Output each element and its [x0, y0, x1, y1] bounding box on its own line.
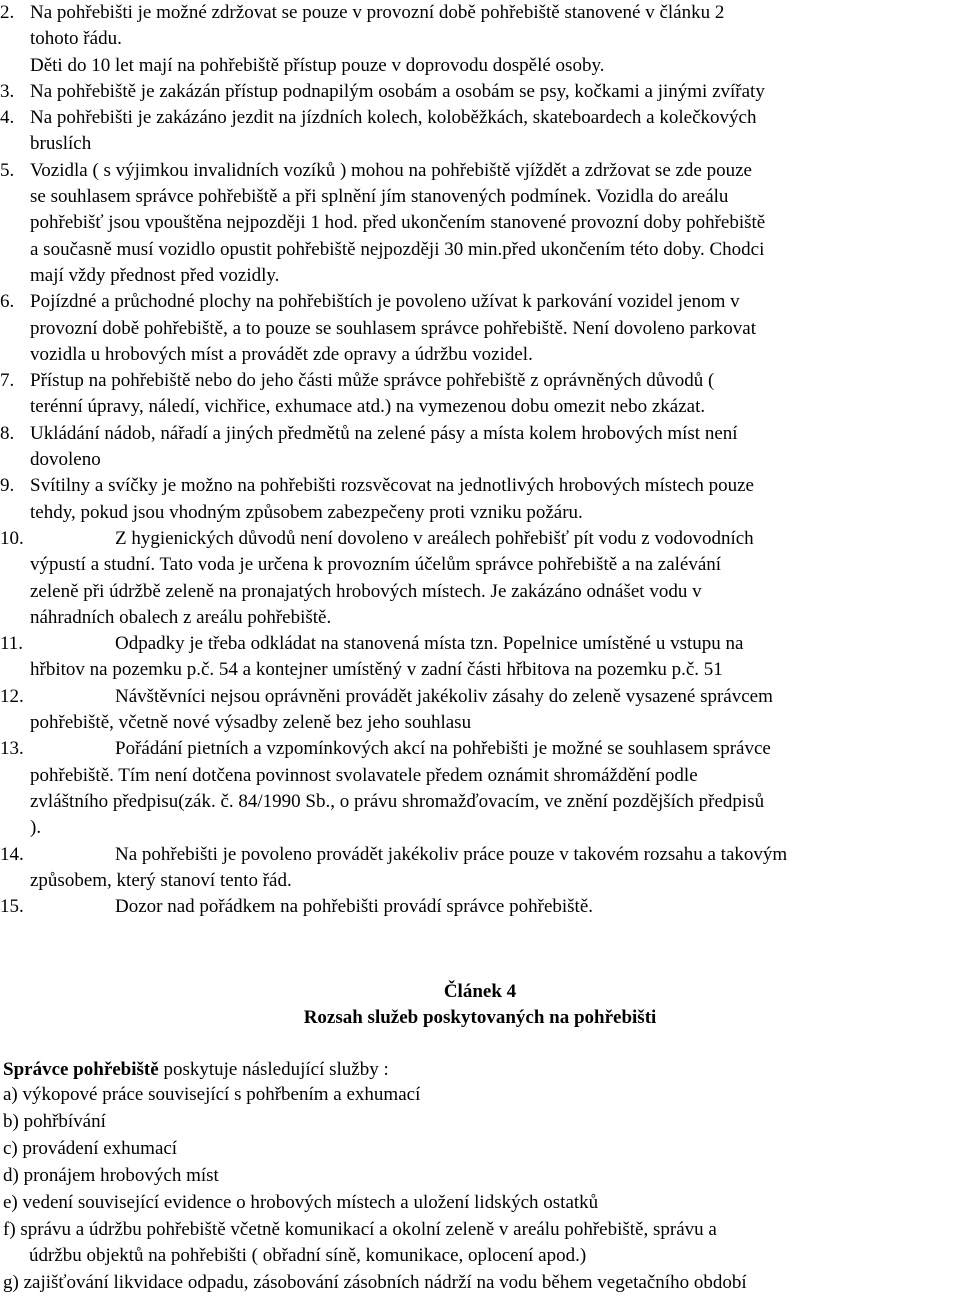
rule-number: 7.	[0, 370, 15, 392]
rule-text-line: pohřebišť jsou vpouštěna nejpozději 1 hod. před ukončením stanovené provozní doby pohřebiště	[30, 212, 766, 234]
rule-number: 13.	[0, 738, 24, 760]
rule-item	[0, 421, 960, 474]
rule-text-line: Z hygienických důvodů není dovoleno v areálech pohřebišť pít vodu z vodovodních	[115, 527, 754, 549]
rule-item	[0, 842, 960, 895]
service-text: f) správu a údržbu pohřebiště včetně komunikací a okolní zeleně v areálu pohřebiště, správu a	[3, 1218, 717, 1240]
service-text: c) provádení exhumací	[3, 1137, 178, 1159]
rule-number: 6.	[0, 291, 15, 313]
rule-item	[0, 79, 960, 105]
rule-text-line: a současně musí vozidlo opustit pohřebiště nejpozději 30 min.před ukončením této doby. Chodci	[30, 238, 765, 260]
service-item	[3, 1136, 953, 1163]
rule-text-line: mají vždy přednost před vozidly.	[30, 264, 280, 286]
rule-item	[0, 473, 960, 526]
rule-text-line: Vozidla ( s výjimkou invalidních vozíků ) mohou na pohřebiště vjíždět a zdržovat se zde pouze	[30, 159, 752, 181]
rule-text-line: vozidla u hrobových míst a provádět zde opravy a údržbu vozidel.	[30, 343, 533, 365]
rule-text-line: Pojízdné a průchodné plochy na pohřebištích je povoleno užívat k parkování vozidel jenom v	[30, 291, 740, 313]
rule-number: 9.	[0, 475, 15, 497]
service-text: g) zajišťování likvidace odpadu, zásobování zásobních nádrží na vodu během vegetačního období	[3, 1272, 747, 1294]
rule-text-line: dovoleno	[30, 449, 101, 471]
services-intro-bold: Správce pohřebiště	[3, 1059, 159, 1080]
services-intro	[3, 1057, 953, 1083]
rule-text-line: pohřebiště, včetně nové výsadby zeleně bez jeho souhlasu	[30, 712, 472, 734]
rule-text-line: zvláštního předpisu(zák. č. 84/1990 Sb., o právu shromažďovacím, ve znění pozdějších předpisů	[30, 790, 765, 812]
rule-text-line: Ukládání nádob, nářadí a jiných předmětů na zelené pásy a místa kolem hrobových míst není	[30, 422, 738, 444]
rule-item	[0, 158, 960, 289]
rule-item	[0, 684, 960, 737]
rule-text-line: náhradních obalech z areálu pohřebiště.	[30, 606, 332, 628]
rule-text-line: způsobem, který stanoví tento řád.	[30, 869, 292, 891]
rule-item	[0, 894, 960, 920]
rule-number: 8.	[0, 422, 15, 444]
rule-item	[0, 105, 960, 158]
rule-number: 5.	[0, 159, 15, 181]
rule-text-line: terénní úpravy, náledí, vichřice, exhumace atd.) na vymezenou dobu omezit nebo zkázat.	[30, 396, 706, 418]
rule-text-line: provozní době pohřebiště, a to pouze se souhlasem správce pohřebiště. Není dovoleno parkovat	[30, 317, 757, 339]
services-intro-rest: poskytuje následující služby :	[158, 1059, 389, 1080]
rule-text-line: Na pohřebišti je možné zdržovat se pouze v provozní době pohřebiště stanovené v článku 2	[30, 2, 725, 23]
service-item	[3, 1190, 953, 1217]
rule-text-line: se souhlasem správce pohřebiště a při splnění jím stanovených podmínek. Vozidla do areálu	[30, 186, 729, 208]
rule-item	[0, 736, 960, 841]
rule-item	[0, 631, 960, 684]
rule-text-line: ).	[30, 817, 42, 839]
rule-text-line: hřbitov na pozemku p.č. 54 a kontejner umístěný v zadní části hřbitova na pozemku p.č. 51	[30, 659, 723, 681]
rule-text-line: Odpadky je třeba odkládat na stanovená místa tzn. Popelnice umístěné u vstupu na	[115, 633, 744, 655]
rule-text-line: pohřebiště. Tím není dotčena povinnost svolavatele předem oznámit shromáždění podle	[30, 764, 698, 786]
rule-number: 2.	[0, 2, 15, 23]
rule-text-line: Na pohřebišti je povoleno provádět jakékoliv práce pouze v takovém rozsahu a takovým	[115, 843, 788, 865]
rule-item	[0, 289, 960, 368]
rule-text-line: bruslích	[30, 133, 92, 155]
rule-number: 15.	[0, 896, 24, 918]
service-text: d) pronájem hrobových míst	[3, 1164, 219, 1186]
rule-number: 10.	[0, 527, 24, 549]
rule-text-line: Dozor nad pořádkem na pohřebišti provádí správce pohřebiště.	[115, 896, 594, 918]
service-item	[3, 1082, 953, 1109]
rule-text-line: tehdy, pokud jsou vhodným způsobem zabezpečeny proti vzniku požáru.	[30, 501, 583, 523]
rule-number: 14.	[0, 843, 24, 865]
service-item	[3, 1217, 953, 1271]
service-text-continued: údržbu objektů na pohřebišti ( obřadní síně, komunikace, oplocení apod.)	[29, 1245, 587, 1267]
rule-text-line: zeleně při údržbě zeleně na pronajatých hrobových místech. Je zakázáno odnášet vodu v	[30, 580, 702, 602]
rule-text-line: Děti do 10 let mají na pohřebiště přístup pouze v doprovodu dospělé osoby.	[30, 54, 605, 76]
rule-item	[0, 0, 960, 79]
rule-number: 11.	[0, 633, 24, 655]
rule-number: 3.	[0, 80, 15, 102]
service-item	[3, 1163, 953, 1190]
service-text: b) pohřbívání	[3, 1110, 106, 1132]
rule-text-line: Přístup na pohřebiště nebo do jeho části může správce pohřebiště z oprávněných důvodů (	[30, 370, 715, 392]
rule-text-line: Pořádání pietních a vzpomínkových akcí na pohřebišti je možné se souhlasem správce	[115, 738, 771, 760]
service-item	[3, 1270, 953, 1297]
rule-item	[0, 368, 960, 421]
rule-text-line: tohoto řádu.	[30, 28, 122, 50]
service-item	[3, 1109, 953, 1136]
rule-text-line: Na pohřebišti je zakázáno jezdit na jízdních kolech, koloběžkách, skateboardech a kolečkových	[30, 107, 757, 129]
rule-number: 12.	[0, 685, 24, 707]
article-subtitle: Rozsah služeb poskytovaných na pohřebišti	[303, 1007, 657, 1028]
rule-number: 4.	[0, 107, 15, 129]
rule-text-line: Svítilny a svíčky je možno na pohřebišti rozsvěcovat na jednotlivých hrobových místech pouze	[30, 475, 754, 497]
rule-text-line: Návštěvníci nejsou oprávněni provádět jakékoliv zásahy do zeleně vysazené správcem	[115, 685, 773, 707]
service-text: a) výkopové práce související s pohřbením a exhumací	[3, 1084, 421, 1105]
services-list	[3, 1082, 953, 1297]
rule-text-line: výpustí a studní. Tato voda je určena k provozním účelům správce pohřebiště a na zalévání	[30, 554, 722, 576]
service-text: e) vedení související evidence o hrobových místech a uložení lidských ostatků	[3, 1191, 599, 1213]
rule-item	[0, 526, 960, 631]
article-title: Článek 4	[443, 981, 517, 1002]
rule-text-line: Na pohřebiště je zakázán přístup podnapilým osobám a osobám se psy, kočkami a jinými zvířaty	[30, 80, 765, 102]
